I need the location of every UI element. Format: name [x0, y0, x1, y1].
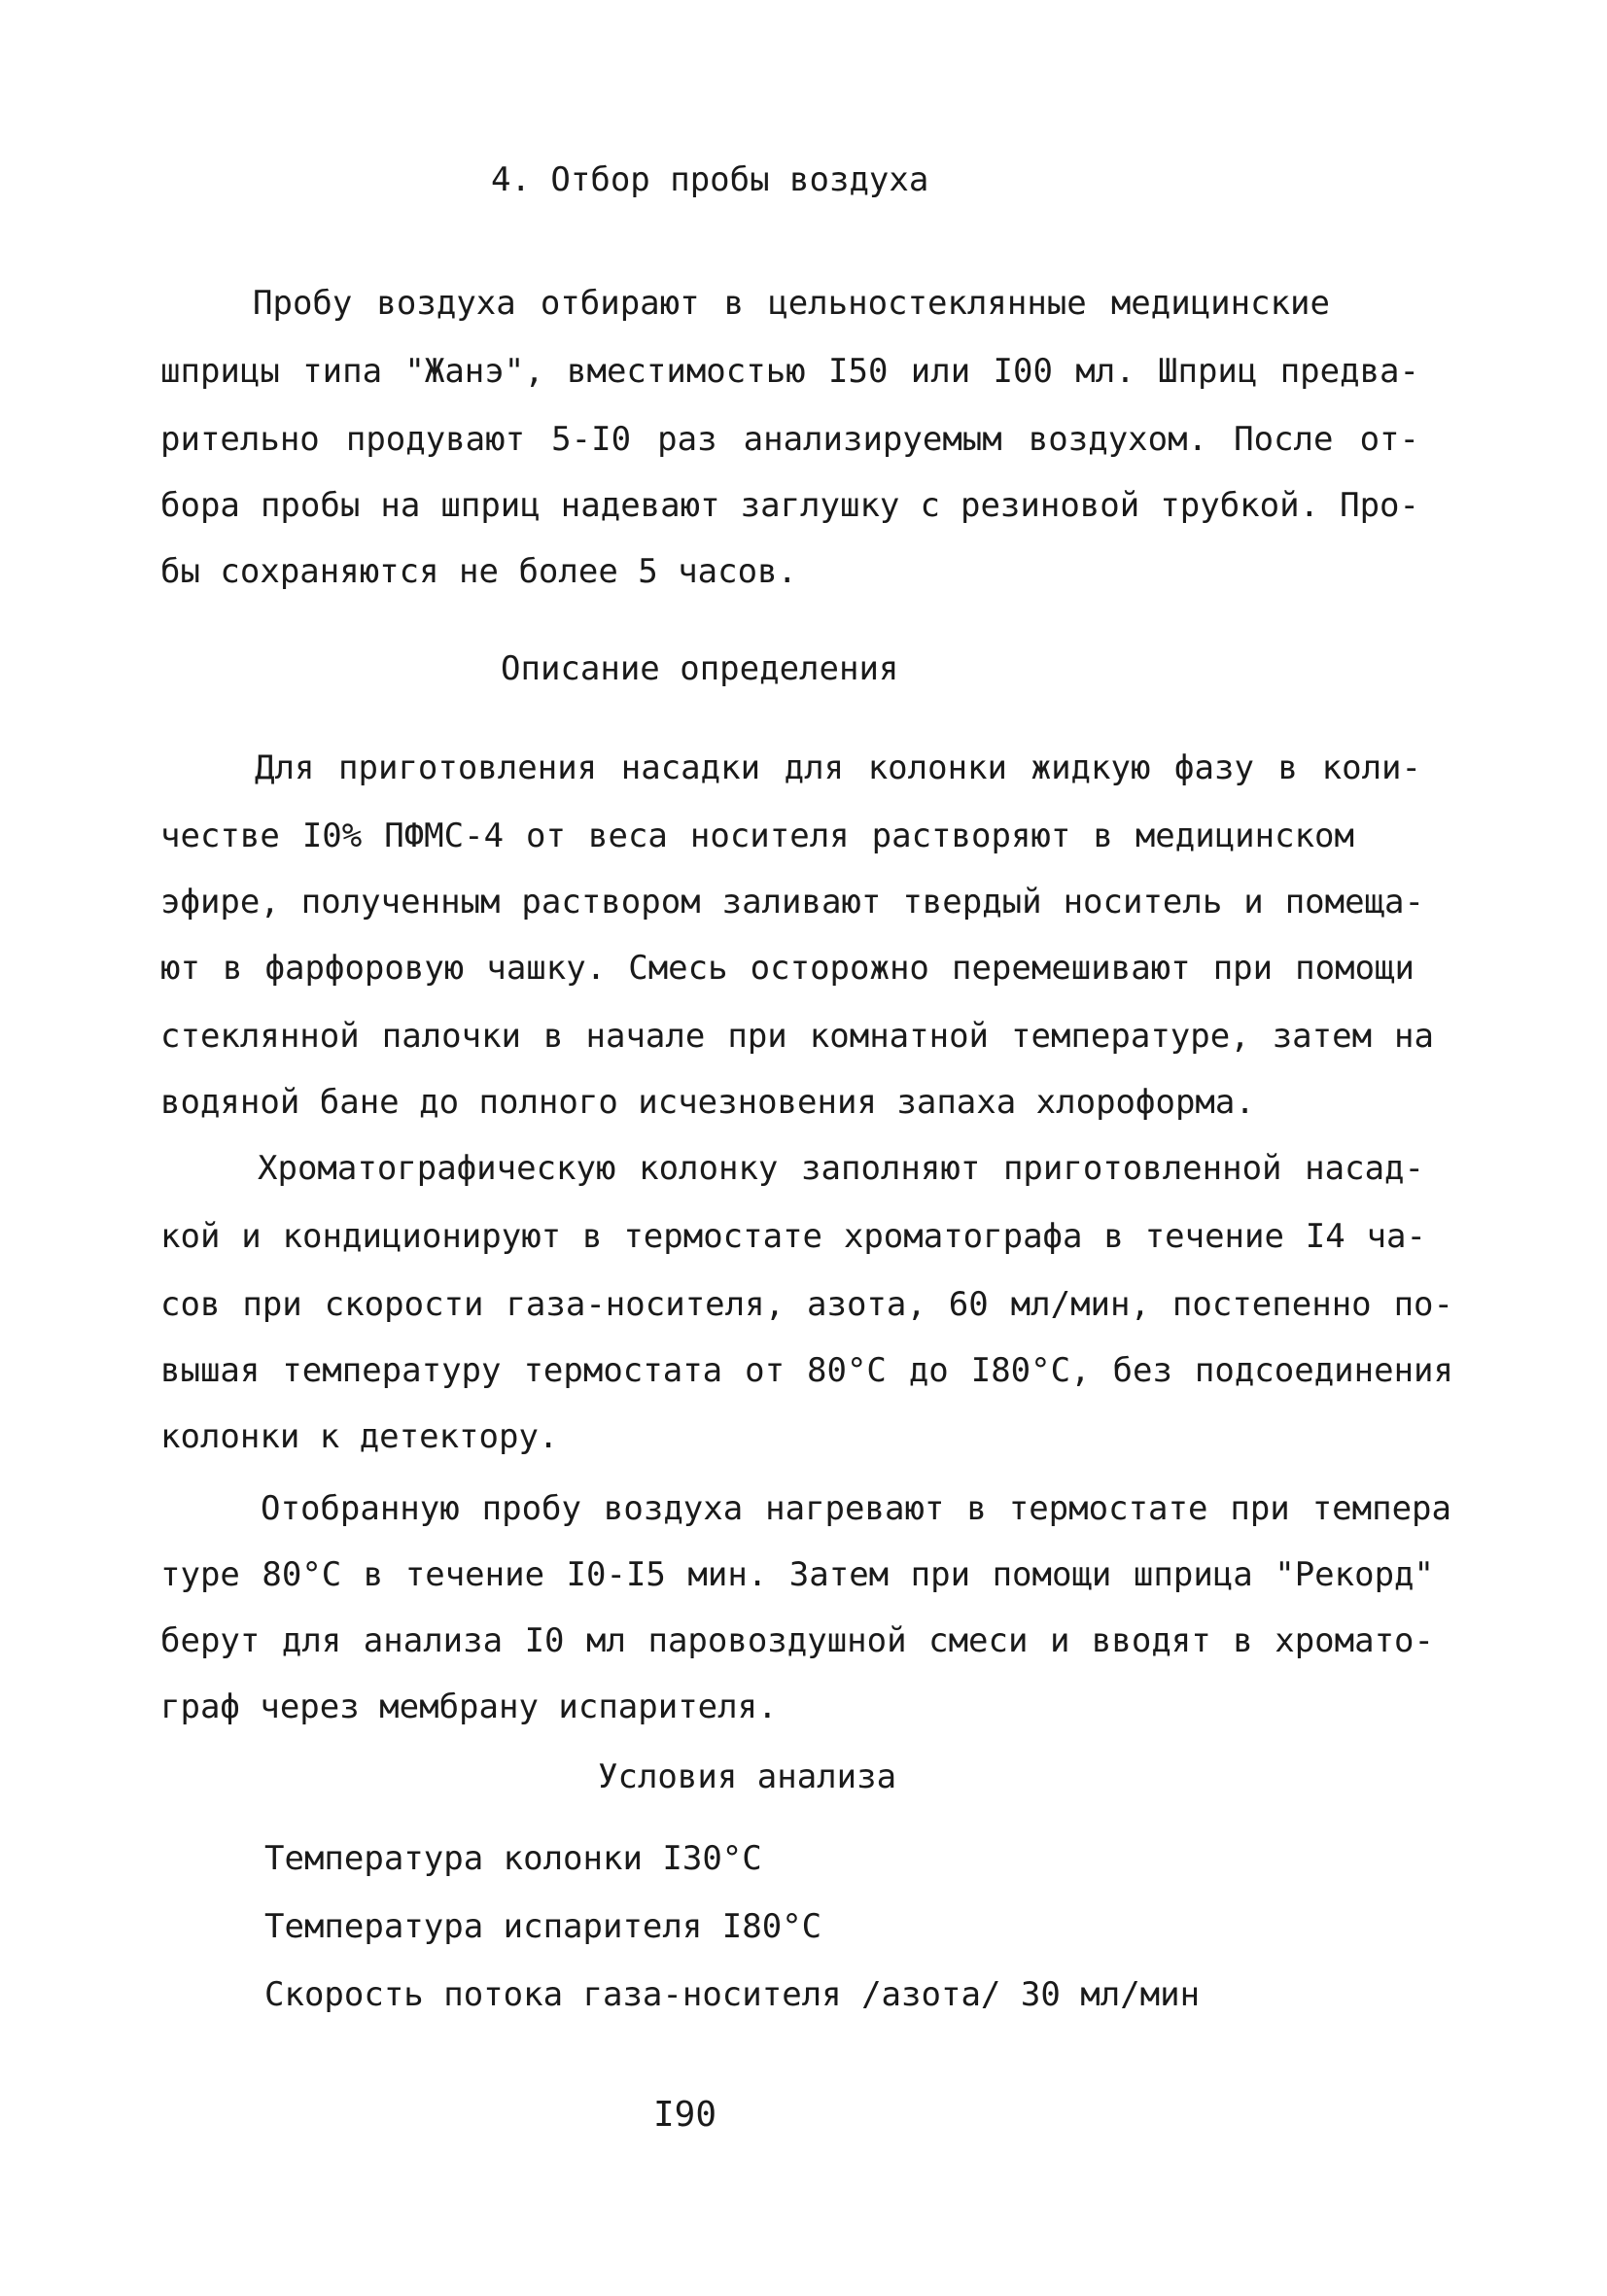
- page-number: I90: [653, 2095, 717, 2135]
- paragraph-3-line: кой и кондиционируют в термостате хроматографа в течение I4 ча-: [160, 1217, 1426, 1256]
- paragraph-4-line: граф через мембрану испарителя.: [160, 1687, 778, 1726]
- subtitle-description: Описание определения: [501, 649, 899, 688]
- paragraph-2-line: водяной бане до полного исчезновения запаха хлороформа.: [160, 1083, 1255, 1122]
- paragraph-4-line: берут для анализа I0 мл паровоздушной смеси и вводят в хромато-: [160, 1621, 1434, 1660]
- paragraph-4-line: туре 80°С в течение I0-I5 мин. Затем при помощи шприца "Рекорд": [160, 1555, 1434, 1594]
- paragraph-3-line: сов при скорости газа-носителя, азота, 60 мл/мин, постепенно по-: [160, 1285, 1453, 1324]
- section-title: 4. Отбор пробы воздуха: [491, 160, 929, 199]
- paragraph-2-line: ют в фарфоровую чашку. Смесь осторожно перемешивают при помощи: [160, 949, 1415, 988]
- condition-item: Скорость потока газа-носителя /азота/ 30 мл/мин: [264, 1975, 1201, 2014]
- paragraph-1-line: бы сохраняются не более 5 часов.: [160, 552, 798, 591]
- paragraph-1-line: рительно продувают 5-I0 раз анализируемым воздухом. После от-: [160, 420, 1419, 459]
- paragraph-1-line: Пробу воздуха отбирают в цельностеклянные медицинские: [253, 284, 1330, 323]
- paragraph-3-line: вышая температуру термостата от 80°С до I80°С, без подсоединения: [160, 1351, 1453, 1390]
- paragraph-2-line: честве I0% ПФМС-4 от веса носителя растворяют в медицинском: [160, 817, 1354, 855]
- paragraph-2-line: эфире, полученным раствором заливают твердый носитель и помеща-: [160, 883, 1424, 922]
- subtitle-conditions: Условия анализа: [598, 1757, 897, 1796]
- paragraph-2-line: стеклянной палочки в начале при комнатной температуре, затем на: [160, 1017, 1434, 1056]
- paragraph-3-line: колонки к детектору.: [160, 1417, 559, 1456]
- paragraph-4-line: Отобранную пробу воздуха нагревают в термостате при темпера: [261, 1489, 1451, 1528]
- condition-item: Температура испарителя I80°С: [264, 1907, 822, 1946]
- paragraph-2-line: Для приготовления насадки для колонки жидкую фазу в коли-: [255, 748, 1421, 787]
- paragraph-3-line: Хроматографическую колонку заполняют приготовленной насад-: [258, 1149, 1424, 1188]
- condition-item: Температура колонки I30°С: [264, 1839, 762, 1878]
- paragraph-1-line: бора пробы на шприц надевают заглушку с резиновой трубкой. Про-: [160, 486, 1419, 525]
- paragraph-1-line: шприцы типа "Жанэ", вместимостью I50 или I00 мл. Шприц предва-: [160, 352, 1419, 391]
